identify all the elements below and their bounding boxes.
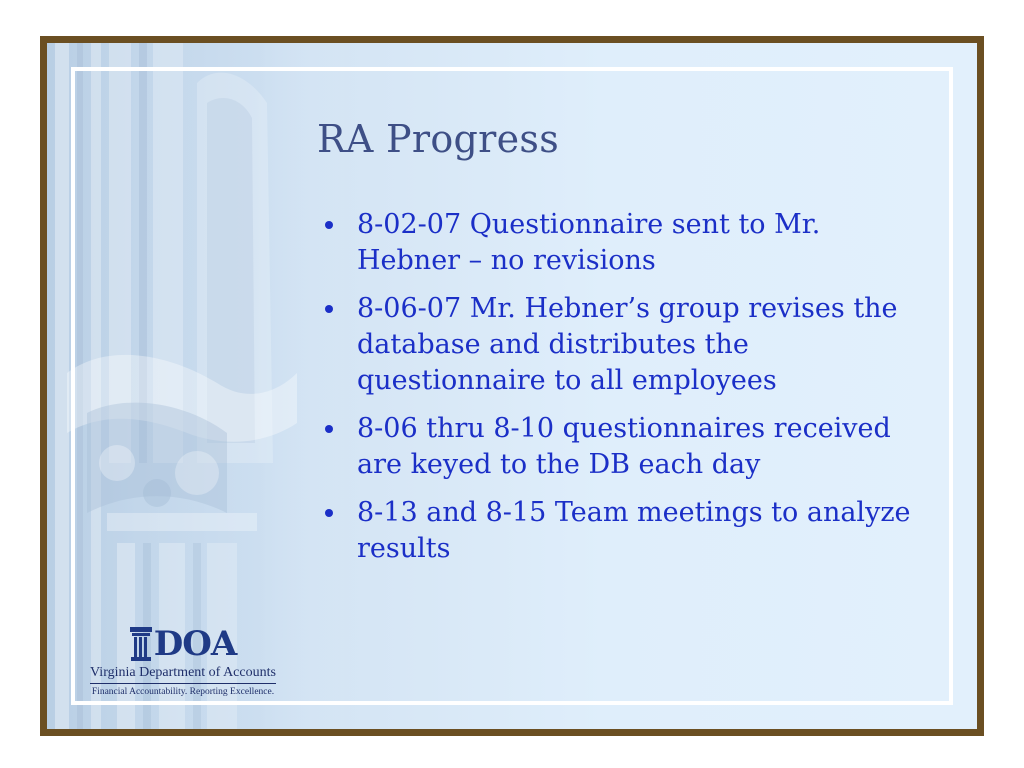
bullet-dot-icon: [325, 509, 333, 517]
slide-frame: [40, 36, 984, 736]
bullet-item: [315, 411, 915, 483]
bullet-dot-icon: [325, 221, 333, 229]
column-icon: [130, 627, 152, 661]
logo-mark-text: DOA: [153, 624, 237, 664]
bullet-text: 8-06 thru 8-10 questionnaires received are keyed to the DB each day: [357, 413, 891, 480]
bullet-text: 8-13 and 8-15 Team meetings to analyze results: [357, 497, 911, 564]
doa-logo: [83, 621, 283, 697]
bullet-list: [315, 207, 915, 579]
bullet-text: 8-02-07 Questionnaire sent to Mr. Hebner – no revisions: [357, 209, 821, 276]
slide-title: RA Progress: [317, 117, 560, 161]
bullet-dot-icon: [325, 305, 333, 313]
logo-mark: [83, 621, 283, 664]
slide-canvas: [47, 43, 977, 729]
bullet-item: [315, 291, 915, 399]
bullet-text: 8-06-07 Mr. Hebner’s group revises the database and distributes the questionnaire to all employees: [357, 293, 898, 396]
bullet-item: [315, 495, 915, 567]
bullet-item: [315, 207, 915, 279]
bullet-dot-icon: [325, 425, 333, 433]
logo-organization-name: Virginia Department of Accounts: [90, 665, 276, 684]
logo-tagline: Financial Accountability. Reporting Excellence.: [91, 687, 275, 697]
